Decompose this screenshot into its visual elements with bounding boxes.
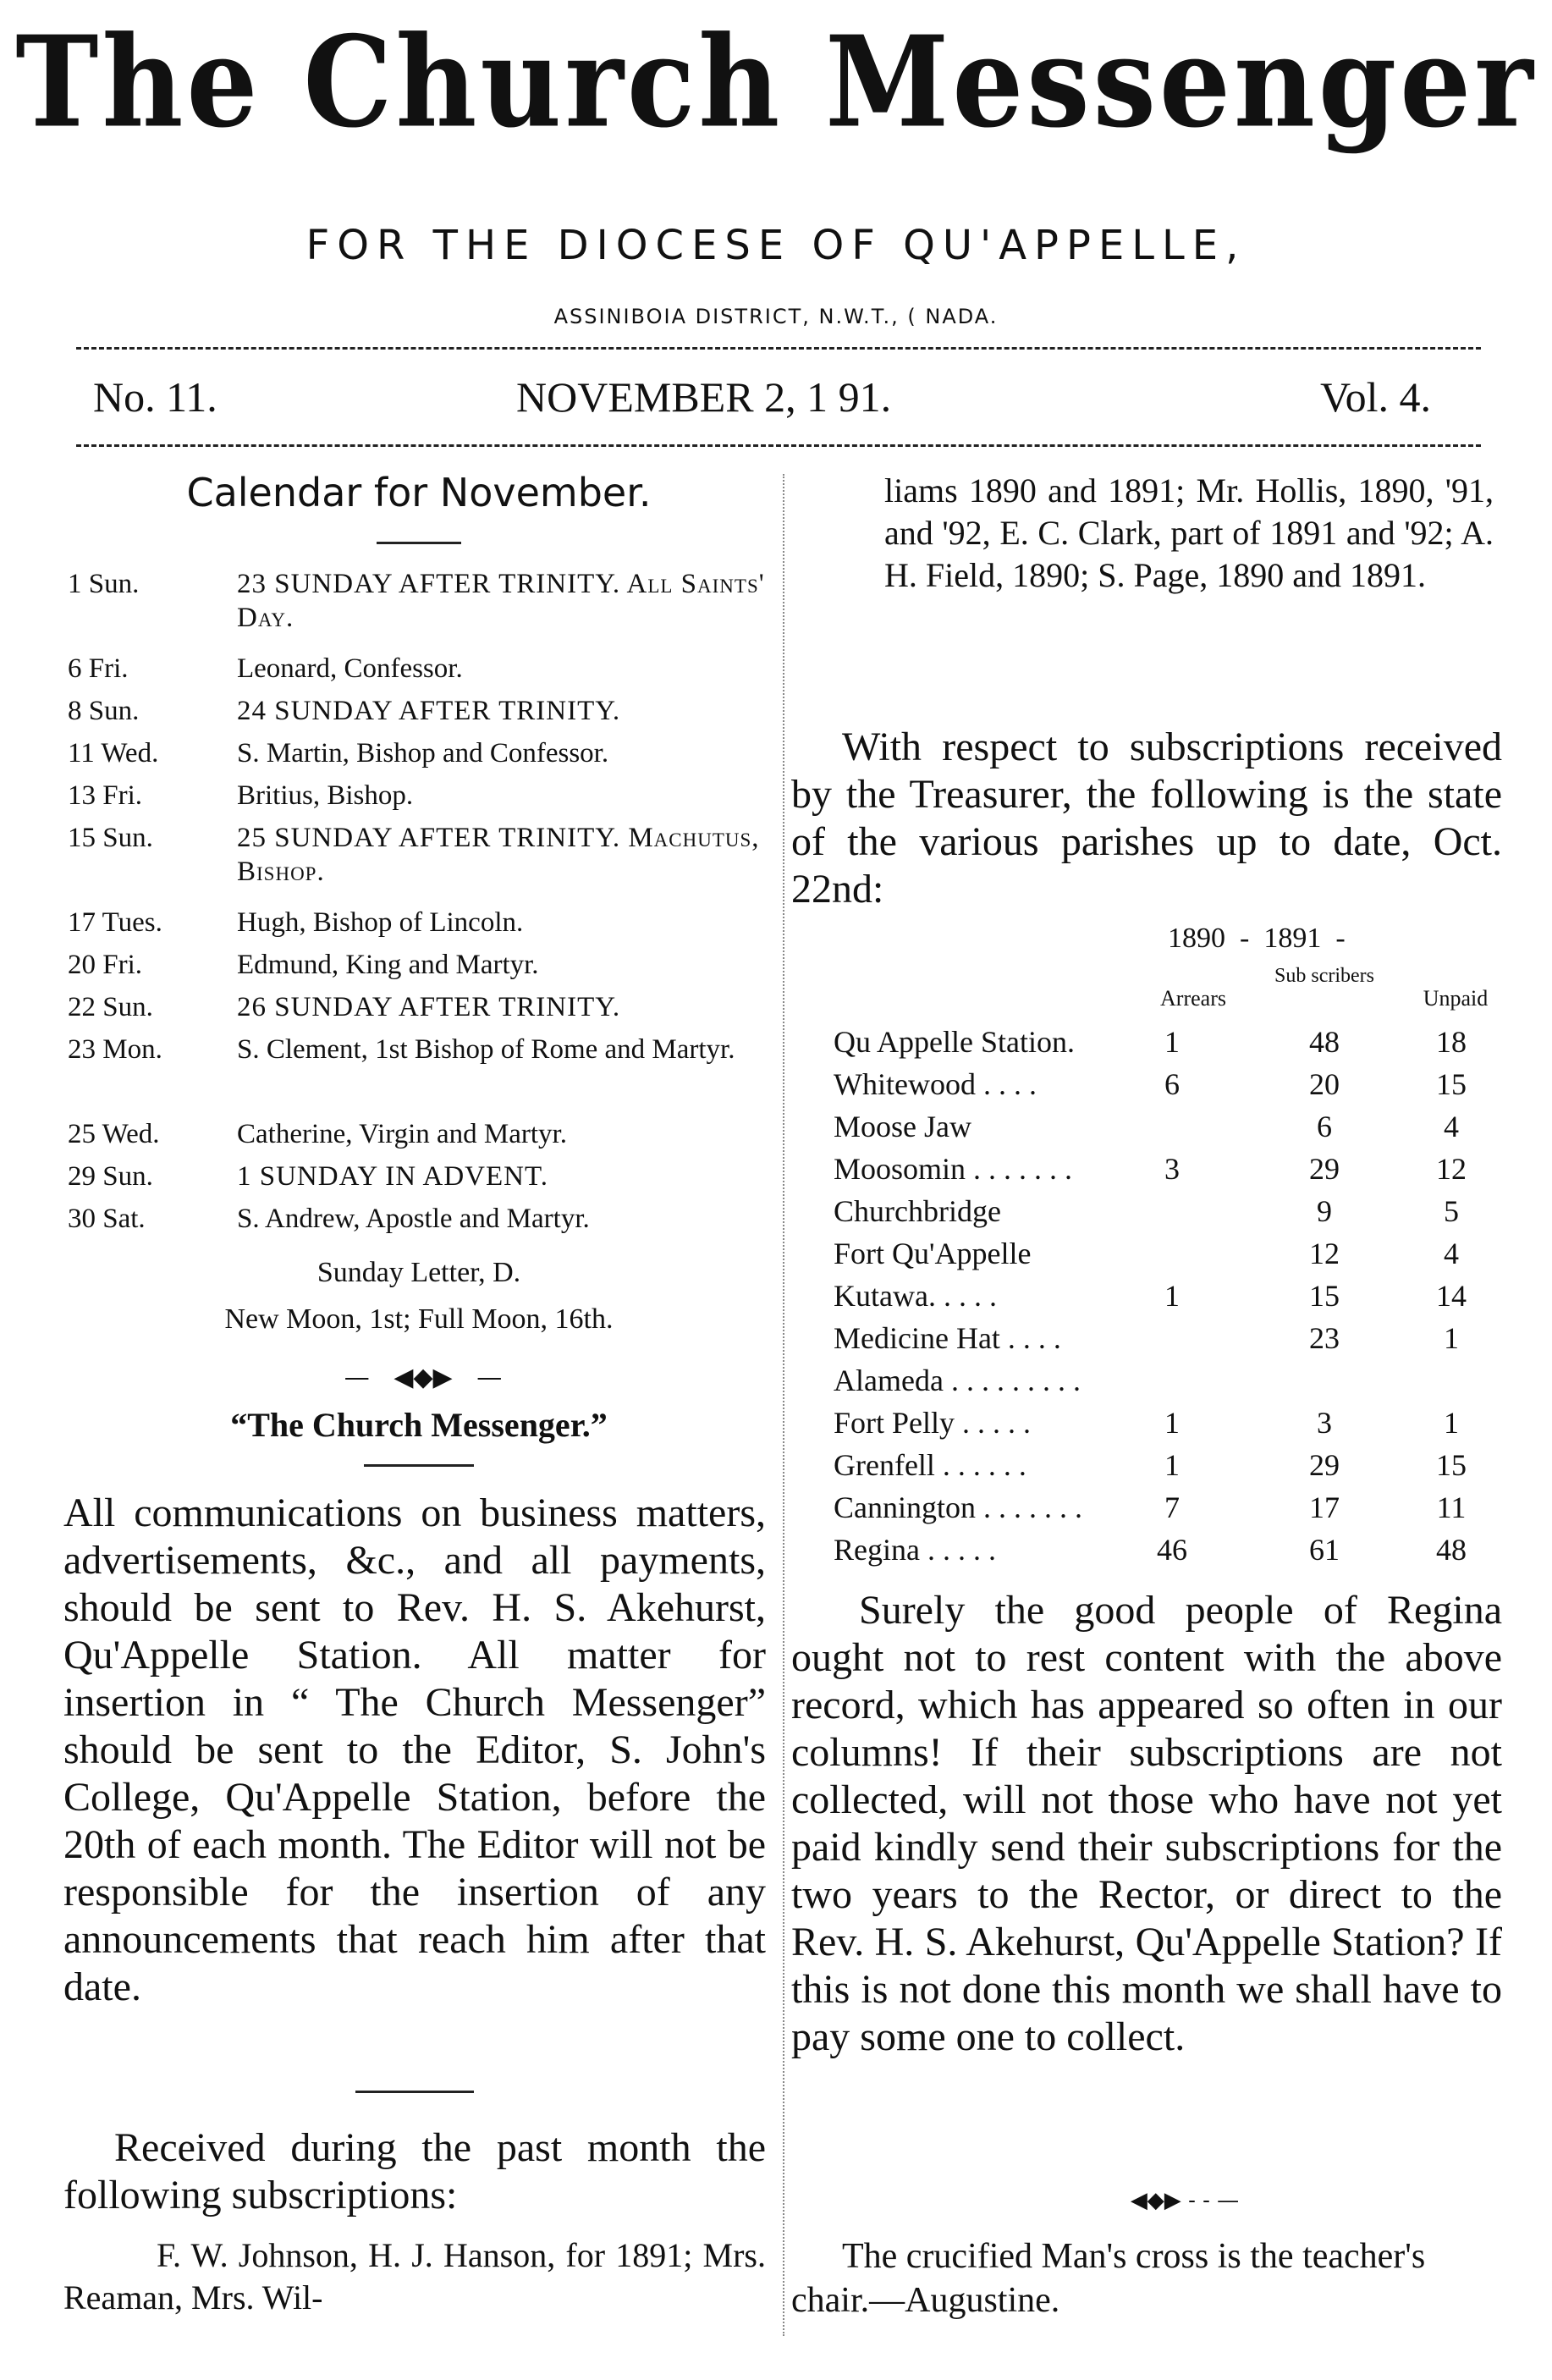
masthead-subtitle: FOR THE DIOCESE OF QU'APPELLE, [305,222,1247,269]
sunday-letter: Sunday Letter, D. [316,1257,521,1288]
calendar-title: Calendar for November. [186,470,652,515]
table-row: Regina . . . . . 46 61 48 [834,1533,1467,1567]
moon-phases: New Moon, 1st; Full Moon, 16th. [224,1303,614,1335]
augustine-quote: The crucified Man's cross is the teacher's chair.—Augustine. [791,2237,1426,2320]
calendar-rule [377,542,461,544]
table-row: Moosomin . . . . . . . 3 29 12 [834,1152,1467,1186]
table-row: Fort Pelly . . . . . 1 3 1 [834,1406,1459,1440]
subscriptions-list-continued: liams 1890 and 1891; Mr. Hollis, 1890, '91, and '92, E. C. Clark, part of 1891 and '92; A. H. Field, 1890; S. Page, 1890 and 1891. [884,471,1494,594]
table-row: Whitewood . . . . 6 20 15 [834,1067,1467,1101]
messenger-notice: All communications on business matters, advertisements, &c., and all payments, should be sent to Rev. H. S. Akehurst, Qu'Appelle Station. All matter for insertion in “ The Church Messenger” should be sent to the Editor, S. John's College, Qu'Appelle Station, before the 20th of each month. The Editor will not be responsible for the insertion of any announcements that reach him after that date. [63,1490,766,2009]
table-row: Cannington . . . . . . . 7 17 11 [834,1490,1467,1524]
table-row: Kutawa. . . . . 1 15 14 [834,1279,1467,1313]
table-row: Fort Qu'Appelle 12 4 [834,1237,1459,1270]
issue-volume: Vol. 4. [1320,373,1432,421]
issue-number: No. 11. [93,373,217,421]
header-rule [76,444,1481,447]
masthead-location: ASSINIBOIA DISTRICT, N.W.T., ( NADA. [553,305,999,328]
table-year-header: 1890 - 1891 - [1168,923,1346,954]
messenger-heading: “The Church Messenger.” [230,1406,608,1444]
issue-date: NOVEMBER 2, 1 91. [516,373,892,421]
table-row: Churchbridge 9 5 [834,1194,1459,1228]
column-header-subscribers: Sub scribers [1274,965,1374,987]
messenger-rule [364,1464,474,1467]
column-header-arrears: Arrears [1160,986,1226,1011]
notice-rule [355,2091,474,2093]
table-row: Grenfell . . . . . . 1 29 15 [834,1448,1467,1482]
table-row: Alameda . . . . . . . . . [834,1364,1081,1397]
regina-note: Surely the good people of Regina ought not to rest content with the above record, which has appeared so often in our columns! If their subscriptions are not collected, will not those who have not yet paid kindly send their subscriptions for the two years to the Rector, or direct to the Rev. H. S. Akehurst, Qu'Appelle Station? If this is not done this month we shall have to pay some one to collect. [791,1588,1502,2059]
subscriptions-list: F. W. Johnson, H. J. Hanson, for 1891; Mrs. Reaman, Mrs. Wil- [63,2236,766,2317]
masthead-title: The Church Messenger [15,8,1537,157]
calendar-entry: 1 Sun. 23 SUNDAY AFTER TRINITY. All Saints' Day. [68,569,765,633]
column-divider [783,474,784,2336]
table-row: Moose Jaw 6 4 [834,1110,1459,1143]
ornament-divider-right: ◀◆▶ - - — [1130,2188,1240,2213]
table-row: Qu Appelle Station. 1 48 18 [834,1025,1467,1059]
column-header-unpaid: Unpaid [1423,986,1489,1011]
table-row: Medicine Hat . . . . 23 1 [834,1321,1459,1355]
ornament-divider: — ◀◆▶ — [344,1363,503,1392]
top-rule [76,347,1481,350]
subscriptions-intro: Received during the past month the following subscriptions: [63,2125,766,2217]
treasurer-intro: With respect to subscriptions received by the Treasurer, the following is the state of the various parishes up to date, Oct. 22nd: [791,724,1502,912]
